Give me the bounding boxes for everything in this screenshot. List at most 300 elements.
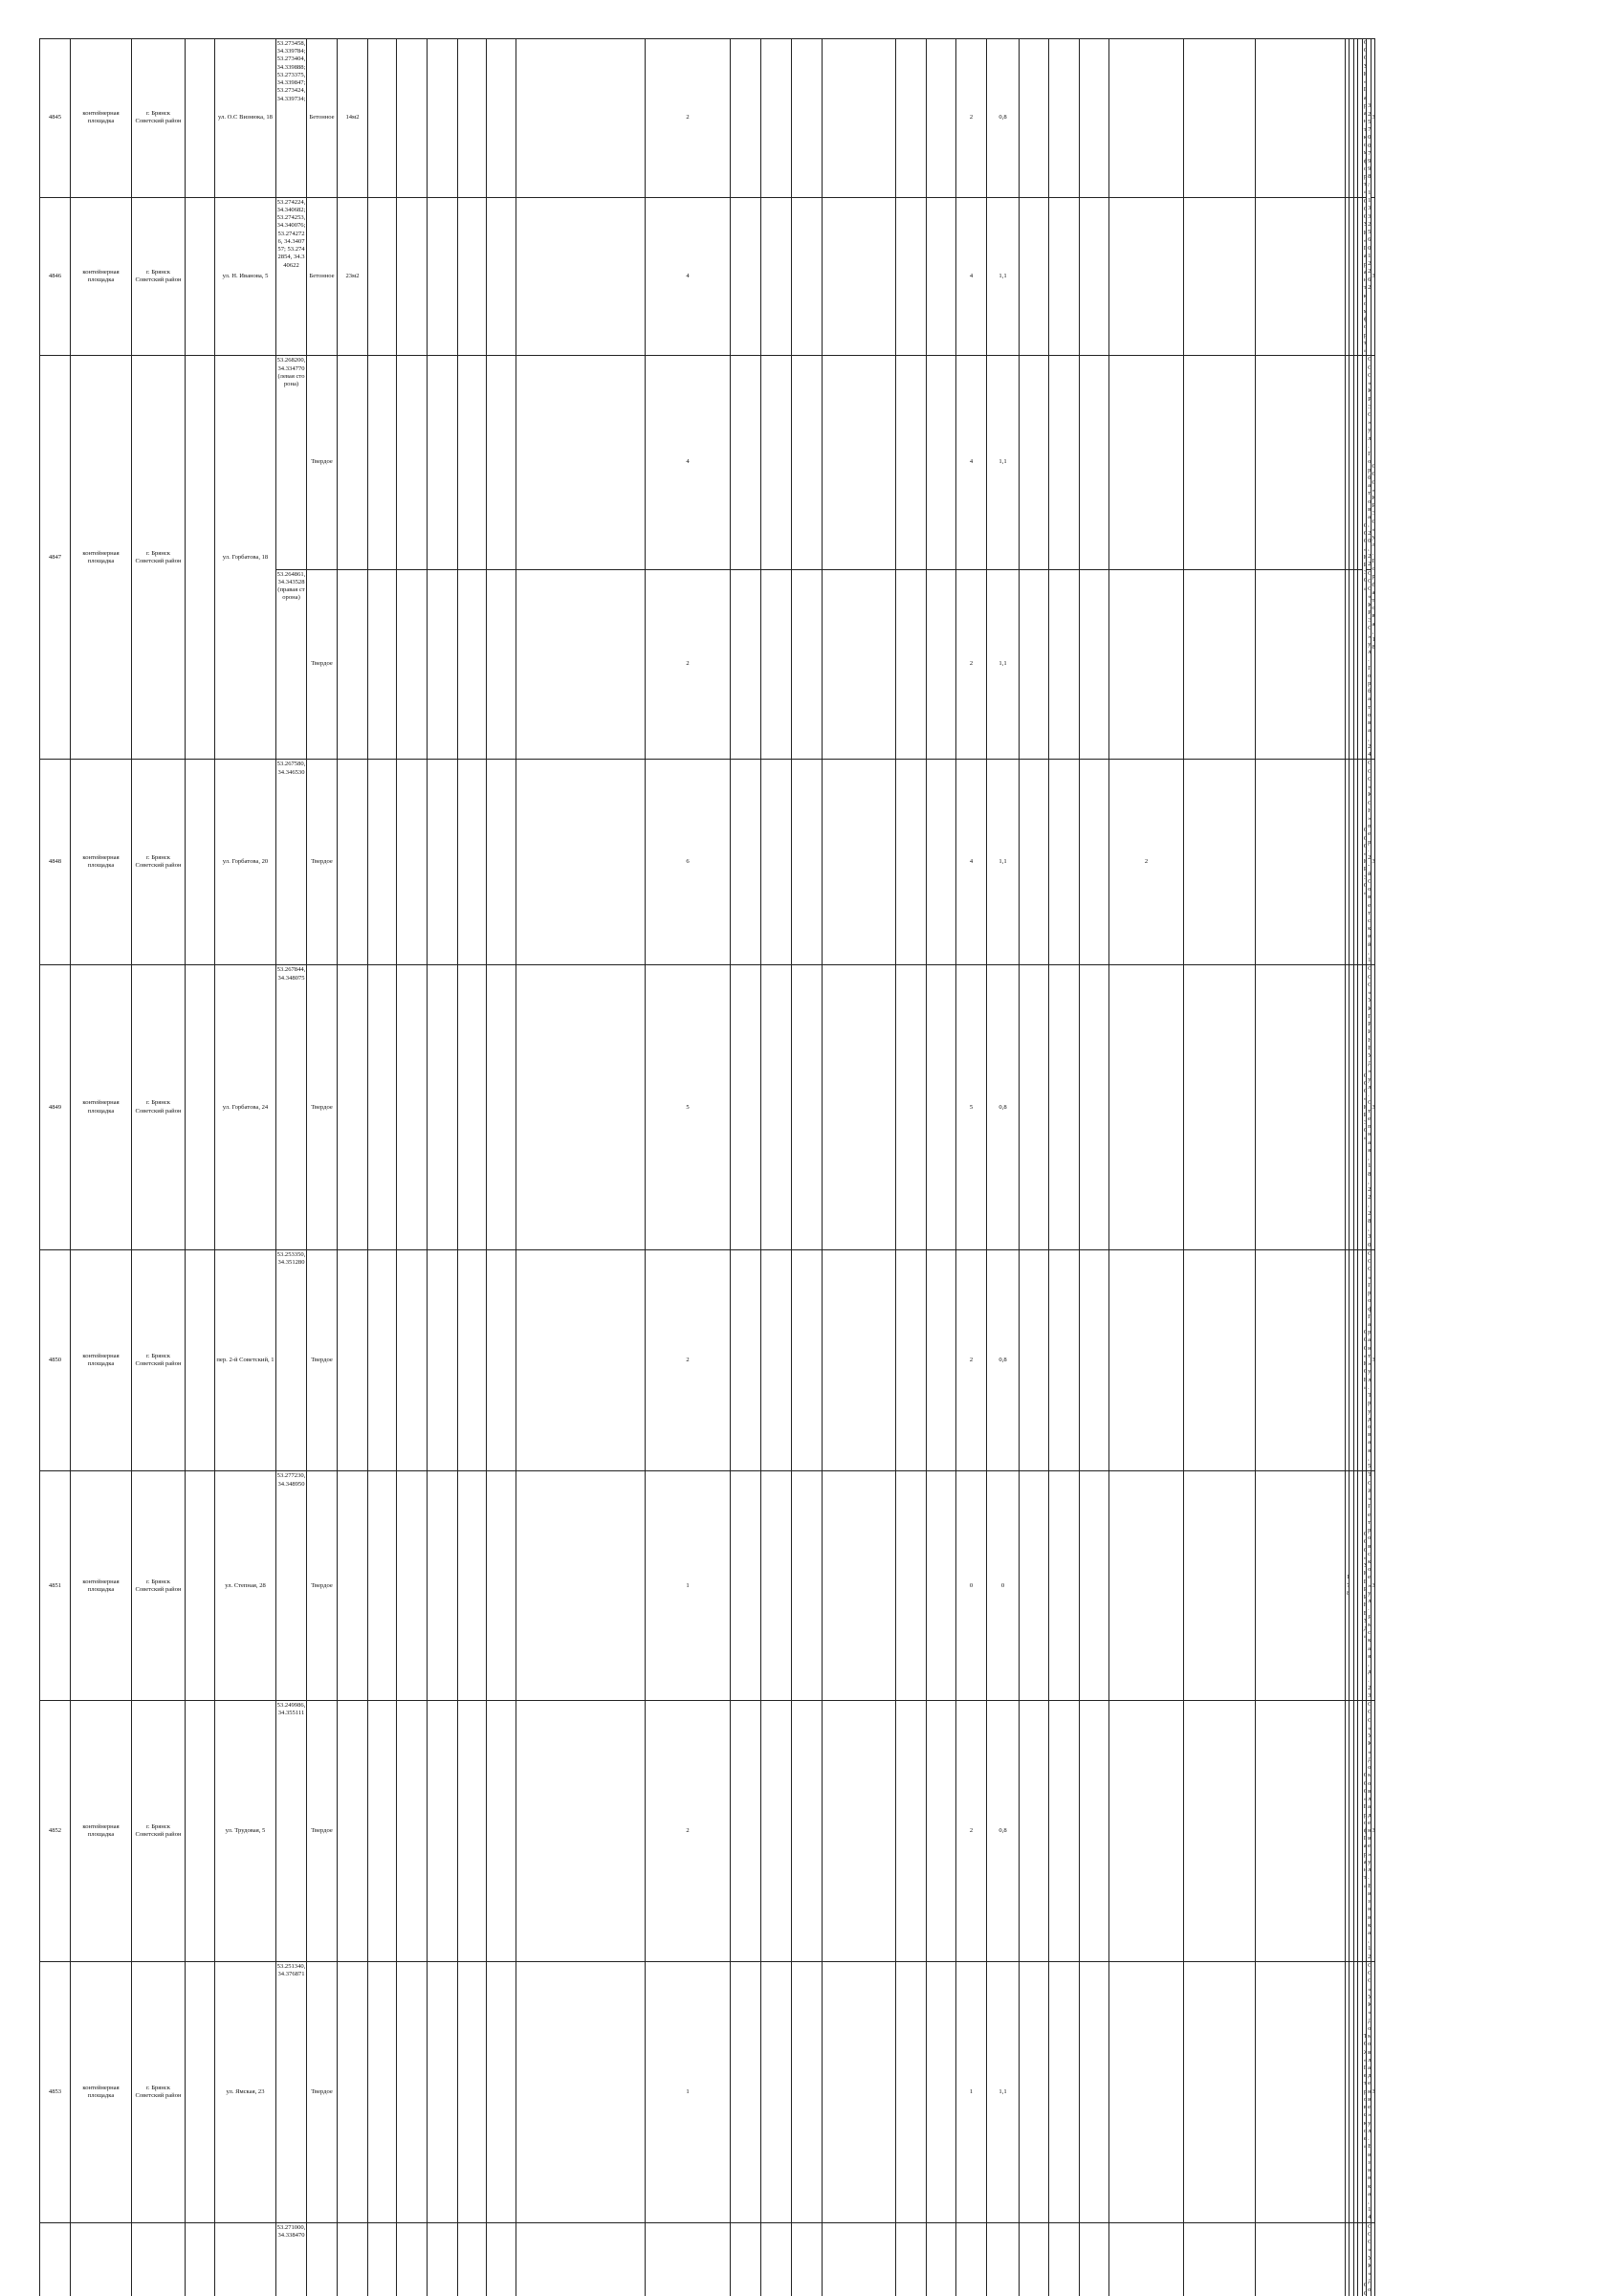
- empty-cell: [792, 760, 823, 965]
- empty-cell: [896, 197, 927, 356]
- empty-cell: [792, 569, 823, 760]
- empty-cell: [927, 760, 956, 965]
- empty-cell: [1080, 1249, 1109, 1471]
- containers-planned: 4: [646, 356, 731, 569]
- empty-cell: [1020, 965, 1049, 1249]
- empty-cell: [186, 356, 215, 760]
- empty-cell: [1256, 1249, 1346, 1471]
- waste-source: в а е е . з ка,: [1367, 1701, 1371, 1962]
- inn-ogrn: 3: [1371, 1701, 1374, 1962]
- empty-cell: [823, 2222, 896, 2296]
- containers-planned: 2: [646, 1701, 731, 1962]
- row-number: 4851: [40, 1471, 71, 1701]
- empty-cell: [1080, 2222, 1109, 2296]
- empty-cell: [1109, 1471, 1184, 1701]
- empty-cell: [487, 197, 516, 356]
- container-volume: 0,8: [987, 1701, 1020, 1962]
- empty-cell: [792, 965, 823, 1249]
- empty-cell: [731, 1471, 761, 1701]
- containers-count: [956, 2222, 987, 2296]
- empty-cell: [428, 1961, 458, 2222]
- waste-source: в а е е . з ка,: [1367, 1961, 1371, 2222]
- empty-cell: [761, 1249, 792, 1471]
- empty-cell: [927, 1471, 956, 1701]
- empty-cell: [1020, 760, 1049, 965]
- empty-cell: [186, 1961, 215, 2222]
- empty-cell: [397, 356, 428, 569]
- site-owner: а а т: [1362, 1701, 1366, 1962]
- empty-cell: [1184, 197, 1256, 356]
- empty-cell: [1109, 1701, 1184, 1962]
- container-volume: 1,1: [987, 1961, 1020, 2222]
- empty-cell: [458, 965, 487, 1249]
- row-number: 4845: [40, 39, 71, 198]
- empty-cell: [1049, 965, 1080, 1249]
- empty-cell: [1256, 2222, 1346, 2296]
- empty-cell: [927, 1701, 956, 1962]
- empty-cell: [823, 197, 896, 356]
- empty-cell: [397, 1471, 428, 1701]
- empty-cell: [487, 1961, 516, 2222]
- empty-cell: [761, 1961, 792, 2222]
- empty-cell: [792, 1249, 823, 1471]
- empty-cell: [397, 760, 428, 965]
- empty-cell: [792, 1961, 823, 2222]
- empty-cell: [516, 965, 646, 1249]
- surface-type: Твердое: [307, 760, 338, 965]
- empty-cell: [1020, 569, 1049, 760]
- empty-cell: [927, 965, 956, 1249]
- empty-cell: [397, 2222, 428, 2296]
- empty-cell: [368, 760, 397, 965]
- empty-cell: [338, 1471, 368, 1701]
- empty-cell: [896, 2222, 927, 2296]
- empty-cell: [792, 1471, 823, 1701]
- table-row: [40, 356, 1375, 569]
- empty-cell: [1109, 39, 1184, 198]
- empty-cell: [1020, 39, 1049, 198]
- empty-cell: [1020, 197, 1049, 356]
- containers-count: 2: [956, 569, 987, 760]
- address: ул. О.С Визнюка, 18: [215, 39, 276, 198]
- empty-cell: [397, 1701, 428, 1962]
- empty-cell: [927, 2222, 956, 2296]
- row-number: 4849: [40, 965, 71, 1249]
- site-owner: а а т к т: [1362, 39, 1366, 198]
- empty-cell: [927, 1249, 956, 1471]
- site-owner: а а т к т: [1362, 197, 1366, 356]
- container-volume: 0,8: [987, 1249, 1020, 1471]
- empty-cell: [761, 2222, 792, 2296]
- empty-cell: [458, 2222, 487, 2296]
- empty-cell: [458, 39, 487, 198]
- empty-cell: [516, 39, 646, 198]
- site-area: 23м2: [338, 197, 368, 356]
- empty-cell: [487, 1471, 516, 1701]
- containers-count: 5: [956, 965, 987, 1249]
- empty-cell: [896, 760, 927, 965]
- empty-cell: [186, 1701, 215, 1962]
- empty-cell: [397, 1961, 428, 2222]
- empty-cell: [1080, 1701, 1109, 1962]
- empty-cell: [397, 1249, 428, 1471]
- waste-source: . ат ва,: [1367, 569, 1371, 760]
- empty-cell: [516, 569, 646, 760]
- coordinates: 53.273458, 34.339784; 53.273404, 34.339888; 53.273375, 34.339847; 53.273424, 34.339734;: [276, 39, 307, 198]
- city-district: г. Брянск Советский район: [132, 197, 186, 356]
- empty-cell: [823, 965, 896, 1249]
- extra-count: 2: [1109, 760, 1184, 965]
- empty-cell: [1184, 1701, 1256, 1962]
- empty-cell: [428, 1249, 458, 1471]
- empty-cell: [338, 569, 368, 760]
- empty-cell: [823, 1961, 896, 2222]
- surface-type: Твердое: [307, 1701, 338, 1962]
- empty-cell: [731, 760, 761, 965]
- surface-type: Твердое: [307, 1249, 338, 1471]
- site-type: контейнерная площадка: [71, 197, 132, 356]
- site-type: контейнерная площадка: [71, 356, 132, 760]
- row-number: 4847: [40, 356, 71, 760]
- empty-cell: [1184, 1249, 1256, 1471]
- container-volume: 1,1: [987, 569, 1020, 760]
- site-type: контейнерная площадка: [71, 1249, 132, 1471]
- containers-planned: 5: [646, 965, 731, 1249]
- coordinates: 53.267844, 34.348075: [276, 965, 307, 1249]
- surface-type: Твердое: [307, 356, 338, 569]
- city-district: г. Брянск Советский район: [132, 1961, 186, 2222]
- empty-cell: [458, 356, 487, 569]
- empty-cell: [927, 39, 956, 198]
- empty-cell: [731, 965, 761, 1249]
- empty-cell: [823, 569, 896, 760]
- empty-cell: [516, 760, 646, 965]
- empty-cell: [428, 1701, 458, 1962]
- row-number: 4853: [40, 1961, 71, 2222]
- empty-cell: [896, 1471, 927, 1701]
- empty-cell: [731, 2222, 761, 2296]
- table-row: [40, 2222, 1375, 2296]
- empty-cell: [338, 2222, 368, 2296]
- coordinates: 53.267580, 34.346530: [276, 760, 307, 965]
- empty-cell: [761, 569, 792, 760]
- inn-ogrn: 3: [1371, 1249, 1374, 1471]
- empty-cell: [761, 1701, 792, 1962]
- empty-cell: [1020, 1701, 1049, 1962]
- empty-cell: [487, 356, 516, 569]
- empty-cell: [1049, 39, 1080, 198]
- empty-cell: [823, 356, 896, 569]
- empty-cell: [1049, 356, 1080, 569]
- empty-cell: [458, 1701, 487, 1962]
- city-district: г. Брянск Советский район: [132, 760, 186, 965]
- waste-source: [1367, 2222, 1371, 2296]
- containers-planned: [646, 2222, 731, 2296]
- empty-cell: [1184, 39, 1256, 198]
- surface-type: [307, 2222, 338, 2296]
- address: ул. Горбатова, 18: [215, 356, 276, 760]
- empty-cell: [1109, 356, 1184, 569]
- site-type: контейнерная площадка: [71, 1961, 132, 2222]
- containers-planned: 6: [646, 760, 731, 965]
- empty-cell: [1256, 1961, 1346, 2222]
- containers-planned: 2: [646, 569, 731, 760]
- empty-cell: [368, 1961, 397, 2222]
- surface-type: Твердое: [307, 1471, 338, 1701]
- empty-cell: [927, 197, 956, 356]
- empty-cell: [428, 356, 458, 569]
- city-district: г. Брянск Советский район: [132, 39, 186, 198]
- coordinates: 53.253350, 34.351280: [276, 1249, 307, 1471]
- empty-cell: [368, 356, 397, 569]
- empty-cell: [458, 569, 487, 760]
- surface-type: Твердое: [307, 1961, 338, 2222]
- empty-cell: [731, 1961, 761, 2222]
- empty-cell: [1256, 1701, 1346, 1962]
- empty-cell: [1080, 1961, 1109, 2222]
- empty-cell: [1049, 569, 1080, 760]
- empty-cell: [731, 39, 761, 198]
- empty-cell: [1080, 356, 1109, 569]
- empty-cell: [927, 1961, 956, 2222]
- empty-cell: [1080, 1471, 1109, 1701]
- empty-cell: [186, 2222, 215, 2296]
- coordinates: 53.251340, 34.376871: [276, 1961, 307, 2222]
- empty-cell: [1020, 356, 1049, 569]
- empty-cell: [1109, 197, 1184, 356]
- empty-cell: [761, 356, 792, 569]
- empty-cell: [1020, 1961, 1049, 2222]
- city-district: г. Брянск Советский район: [132, 1701, 186, 1962]
- empty-cell: [792, 1701, 823, 1962]
- empty-cell: [1184, 1471, 1256, 1701]
- containers-count: 1: [956, 1961, 987, 2222]
- empty-cell: [186, 39, 215, 198]
- empty-cell: [428, 1471, 458, 1701]
- city-district: г. Брянск Советский район: [132, 965, 186, 1249]
- row-number: 4848: [40, 760, 71, 965]
- waste-source: а а т . вая,: [1367, 1249, 1371, 1471]
- address: ул. Трудовая, 5: [215, 1701, 276, 1962]
- empty-cell: [516, 356, 646, 569]
- address: ул. Горбатова, 20: [215, 760, 276, 965]
- row-number: 4852: [40, 1701, 71, 1962]
- table-row: [40, 197, 1375, 356]
- empty-cell: [792, 356, 823, 569]
- empty-cell: [368, 197, 397, 356]
- coordinates: 53.249986, 34.355111: [276, 1701, 307, 1962]
- site-type: контейнерная площадка: [71, 39, 132, 198]
- empty-cell: [896, 569, 927, 760]
- containers-count: 2: [956, 1701, 987, 1962]
- table-row: [40, 1701, 1375, 1962]
- row-number: 4846: [40, 197, 71, 356]
- empty-cell: [1256, 760, 1346, 965]
- empty-cell: [487, 569, 516, 760]
- surface-type: Бетонное: [307, 197, 338, 356]
- empty-cell: [458, 1961, 487, 2222]
- table-row: [40, 965, 1375, 1249]
- empty-cell: [1080, 39, 1109, 198]
- empty-cell: [1256, 1471, 1346, 1701]
- containers-count: 4: [956, 760, 987, 965]
- container-volume: [987, 2222, 1020, 2296]
- empty-cell: [1049, 197, 1080, 356]
- table-row: [40, 760, 1375, 965]
- empty-cell: [338, 1249, 368, 1471]
- site-type: контейнерная площадка: [71, 965, 132, 1249]
- address: пер. 2-й Советский, 1: [215, 1249, 276, 1471]
- empty-cell: [823, 1701, 896, 1962]
- empty-cell: [368, 1701, 397, 1962]
- empty-cell: [487, 1701, 516, 1962]
- empty-cell: [338, 1701, 368, 1962]
- waste-source: е . - ветск ,: [1367, 760, 1371, 965]
- empty-cell: [1109, 2222, 1184, 2296]
- empty-cell: [1080, 760, 1109, 965]
- empty-cell: [1256, 965, 1346, 1249]
- city-district: г. Брянск Советский район: [132, 356, 186, 760]
- empty-cell: [1184, 356, 1256, 569]
- container-volume: 1,1: [987, 197, 1020, 356]
- containers-planned: 1: [646, 1471, 731, 1701]
- empty-cell: [368, 965, 397, 1249]
- row-number: 4850: [40, 1249, 71, 1471]
- empty-cell: [186, 760, 215, 965]
- empty-cell: [1109, 965, 1184, 1249]
- empty-cell: [186, 1471, 215, 1701]
- table-row: [40, 39, 1375, 198]
- empty-cell: [896, 1961, 927, 2222]
- empty-cell: [761, 1471, 792, 1701]
- container-volume: 0,8: [987, 965, 1020, 1249]
- empty-cell: [186, 197, 215, 356]
- empty-cell: [1184, 1961, 1256, 2222]
- coordinates: 53.268200, 34.334770 (левая сторона): [276, 356, 307, 569]
- empty-cell: [1184, 2222, 1256, 2296]
- empty-cell: [1020, 1249, 1049, 1471]
- empty-cell: [458, 760, 487, 965]
- empty-cell: [428, 965, 458, 1249]
- containers-planned: 2: [646, 39, 731, 198]
- container-volume: 0,8: [987, 39, 1020, 198]
- empty-cell: [1358, 569, 1362, 760]
- surface-type: Твердое: [307, 569, 338, 760]
- coordinates: 53.264861, 34.343528 (правая сторона): [276, 569, 307, 760]
- empty-cell: [896, 356, 927, 569]
- inn-ogrn: [1371, 2222, 1374, 2296]
- empty-cell: [338, 760, 368, 965]
- inn-ogrn: 3: [1371, 965, 1374, 1249]
- empty-cell: [731, 356, 761, 569]
- empty-cell: [1080, 197, 1109, 356]
- registry-table: [39, 38, 1375, 2296]
- empty-cell: [186, 1249, 215, 1471]
- coordinates: 53.274224, 34.340682; 53.274253, 34.340076; 53.2742726, 34.340757; 53.2742854, 34.340622: [276, 197, 307, 356]
- empty-cell: [368, 1249, 397, 1471]
- site-type: [71, 2222, 132, 2296]
- containers-planned: 4: [646, 197, 731, 356]
- empty-cell: [516, 2222, 646, 2296]
- empty-cell: [516, 1249, 646, 1471]
- empty-cell: [896, 1701, 927, 1962]
- container-volume: 1,1: [987, 356, 1020, 569]
- empty-cell: [927, 569, 956, 760]
- empty-cell: [428, 39, 458, 198]
- inn-ogrn: « » ул. ор атова, 18: [1371, 356, 1374, 760]
- city-district: [132, 2222, 186, 2296]
- empty-cell: [1184, 965, 1256, 1249]
- empty-cell: [761, 760, 792, 965]
- containers-count: 4: [956, 356, 987, 569]
- empty-cell: [487, 2222, 516, 2296]
- empty-cell: [792, 2222, 823, 2296]
- empty-cell: [487, 1249, 516, 1471]
- empty-cell: [1020, 2222, 1049, 2296]
- empty-cell: [428, 569, 458, 760]
- empty-cell: [487, 39, 516, 198]
- empty-cell: [731, 1249, 761, 1471]
- empty-cell: [1080, 569, 1109, 760]
- empty-cell: [823, 1471, 896, 1701]
- empty-cell: [1049, 1471, 1080, 1701]
- empty-cell: [896, 39, 927, 198]
- container-volume: 0: [987, 1471, 1020, 1701]
- inn-ogrn: 3: [1371, 197, 1374, 356]
- waste-source: . ат ва, ,: [1367, 356, 1371, 569]
- containers-planned: 1: [646, 1961, 731, 2222]
- empty-cell: [1020, 1471, 1049, 1701]
- empty-cell: [1109, 569, 1184, 760]
- empty-cell: [368, 39, 397, 198]
- containers-count: 0: [956, 1471, 987, 1701]
- empty-cell: [338, 356, 368, 569]
- empty-cell: [186, 965, 215, 1249]
- empty-cell: [1184, 569, 1256, 760]
- containers-planned: 2: [646, 1249, 731, 1471]
- surface-type: Твердое: [307, 965, 338, 1249]
- empty-cell: [516, 1961, 646, 2222]
- empty-cell: [896, 1249, 927, 1471]
- address: ул. Н. Иванова, 5: [215, 197, 276, 356]
- row-number: [40, 2222, 71, 2296]
- empty-cell: [1080, 965, 1109, 1249]
- empty-cell: [1256, 197, 1346, 356]
- empty-cell: [397, 965, 428, 1249]
- table-row: [40, 1249, 1375, 1471]
- empty-cell: [1049, 2222, 1080, 2296]
- address: ул. Горбатова, 24: [215, 965, 276, 1249]
- empty-cell: [731, 1701, 761, 1962]
- container-volume: 1,1: [987, 760, 1020, 965]
- waste-source: /: [1367, 39, 1371, 356]
- empty-cell: [516, 1471, 646, 1701]
- empty-cell: [397, 39, 428, 198]
- address: ул. Ямская, 23: [215, 1961, 276, 2222]
- empty-cell: [368, 1471, 397, 1701]
- address: ул. Степная, 28: [215, 1471, 276, 1701]
- empty-cell: [1049, 1701, 1080, 1962]
- empty-cell: [1049, 1961, 1080, 2222]
- empty-cell: [397, 197, 428, 356]
- site-area: 14м2: [338, 39, 368, 198]
- waste-source: ет вск е . ская, .: [1367, 1471, 1371, 1701]
- empty-cell: [896, 965, 927, 1249]
- empty-cell: [823, 760, 896, 965]
- containers-count: 2: [956, 1249, 987, 1471]
- empty-cell: [487, 965, 516, 1249]
- site-owner: ет вск е: [1362, 1961, 1366, 2222]
